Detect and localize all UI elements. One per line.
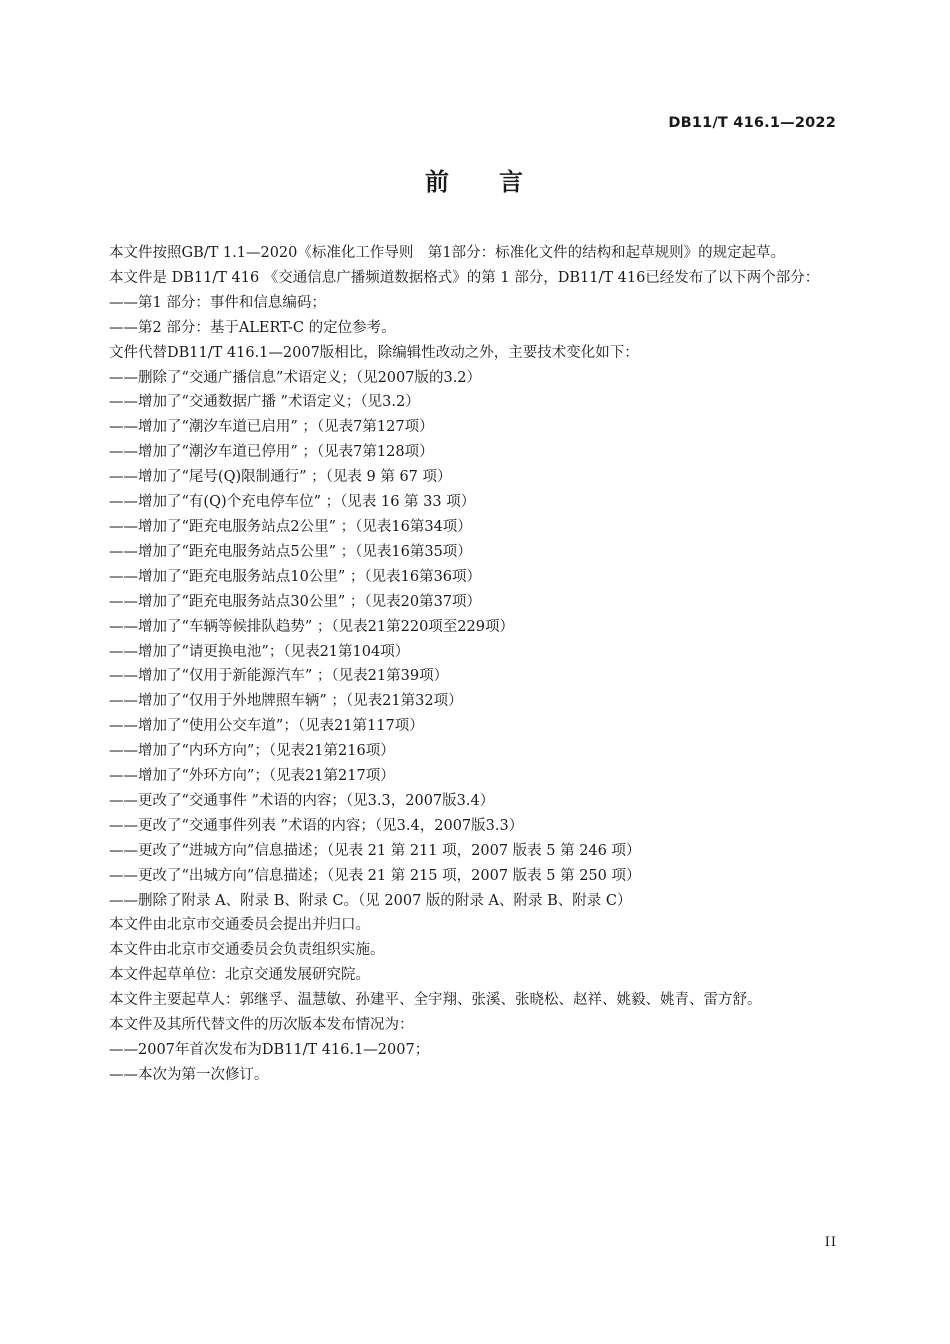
list-item: ——增加了“尾号(Q)限制通行” ；（见表 9 第 67 项）	[109, 469, 452, 486]
list-item: ——增加了“内环方向”；（见表21第216项）	[109, 743, 395, 760]
list-item: ——增加了“仅用于新能源汽车” ；（见表21第39项）	[109, 668, 449, 685]
list-item: ——增加了“请更换电池”；（见表21第104项）	[109, 643, 410, 660]
page-title	[0, 162, 950, 197]
title-char-1: 前	[425, 168, 451, 196]
list-item: ——增加了“潮汐车道已停用” ；（见表7第128项）	[109, 444, 434, 461]
title-char-2: 言	[499, 168, 525, 196]
foreword-body	[80, 241, 838, 1088]
list-item: ——增加了“潮汐车道已启用” ；（见表7第127项）	[109, 419, 434, 436]
history-list	[80, 1038, 838, 1088]
changes-list	[80, 366, 838, 914]
list-item: ——增加了“距充电服务站点10公里” ；（见表16第36项）	[109, 568, 482, 585]
drafting-unit-statement: 本文件起草单位：北京交通发展研究院。	[109, 967, 370, 984]
list-item: ——增加了“外环方向”；（见表21第217项）	[109, 768, 395, 785]
implementer-statement: 本文件由北京市交通委员会负责组织实施。	[109, 942, 385, 959]
list-item: ——增加了“仅用于外地牌照车辆” ；（见表21第32项）	[109, 693, 463, 710]
list-item: ——更改了“出城方向”信息描述；（见表 21 第 215 项，2007 版表 5 第 250 项）	[109, 867, 641, 884]
list-item: ——增加了“使用公交车道”；（见表21第117项）	[109, 718, 424, 735]
list-item: ——增加了“距充电服务站点30公里” ；（见表20第37项）	[109, 593, 482, 610]
intro-paragraph-1: 本文件按照GB/T 1.1—2020《标准化工作导则 第1部分：标准化文件的结构和起草规则》的规定起草。	[109, 245, 786, 261]
list-item: ——增加了“距充电服务站点5公里” ；（见表16第35项）	[109, 543, 472, 560]
list-item: ——增加了“车辆等候排队趋势” ；（见表21第220项至229项）	[109, 618, 514, 635]
list-item: ——增加了“有(Q)个充电停车位” ；（见表 16 第 33 项）	[109, 494, 476, 511]
intro-paragraph-2: 本文件是 DB11/T 416 《交通信息广播频道数据格式》的第 1 部分，DB11/T 416已经发布了以下两个部分：	[109, 269, 820, 286]
list-item: ——增加了“距充电服务站点2公里” ；（见表16第34项）	[109, 518, 472, 535]
drafters-statement: 本文件主要起草人：郭继孚、温慧敏、孙建平、全宇翔、张溪、张晓松、赵祥、姚毅、姚青、雷方舒。	[109, 992, 762, 1009]
list-item: ——2007年首次发布为DB11/T 416.1—2007；	[109, 1042, 430, 1058]
document-code: DB11/T 416.1—2022	[668, 115, 836, 131]
list-item: ——更改了“进城方向”信息描述；（见表 21 第 211 项，2007 版表 5 第 246 项）	[109, 842, 641, 859]
list-item: ——更改了“交通事件列表 ”术语的内容；（见3.4，2007版3.3）	[109, 817, 524, 834]
list-item: ——第2 部分：基于ALERT-C 的定位参考。	[109, 319, 396, 336]
list-item: ——删除了附录 A、附录 B、附录 C。（见 2007 版的附录 A、附录 B、附录 C）	[109, 892, 632, 909]
parts-list	[80, 291, 838, 341]
history-intro: 本文件及其所代替文件的历次版本发布情况为：	[109, 1017, 414, 1034]
changes-intro: 文件代替DB11/T 416.1—2007版相比，除编辑性改动之外，主要技术变化如下：	[109, 344, 639, 361]
list-item: ——本次为第一次修订。	[109, 1066, 269, 1083]
list-item: ——更改了“交通事件 ”术语的内容；（见3.3，2007版3.4）	[109, 792, 495, 809]
list-item: ——增加了“交通数据广播 ”术语定义；（见3.2）	[109, 394, 420, 411]
proposer-statement: 本文件由北京市交通委员会提出并归口。	[109, 917, 370, 934]
page-number: II	[824, 1235, 837, 1250]
list-item: ——第1 部分：事件和信息编码；	[109, 294, 326, 311]
list-item: ——删除了“交通广播信息”术语定义；（见2007版的3.2）	[109, 369, 482, 386]
